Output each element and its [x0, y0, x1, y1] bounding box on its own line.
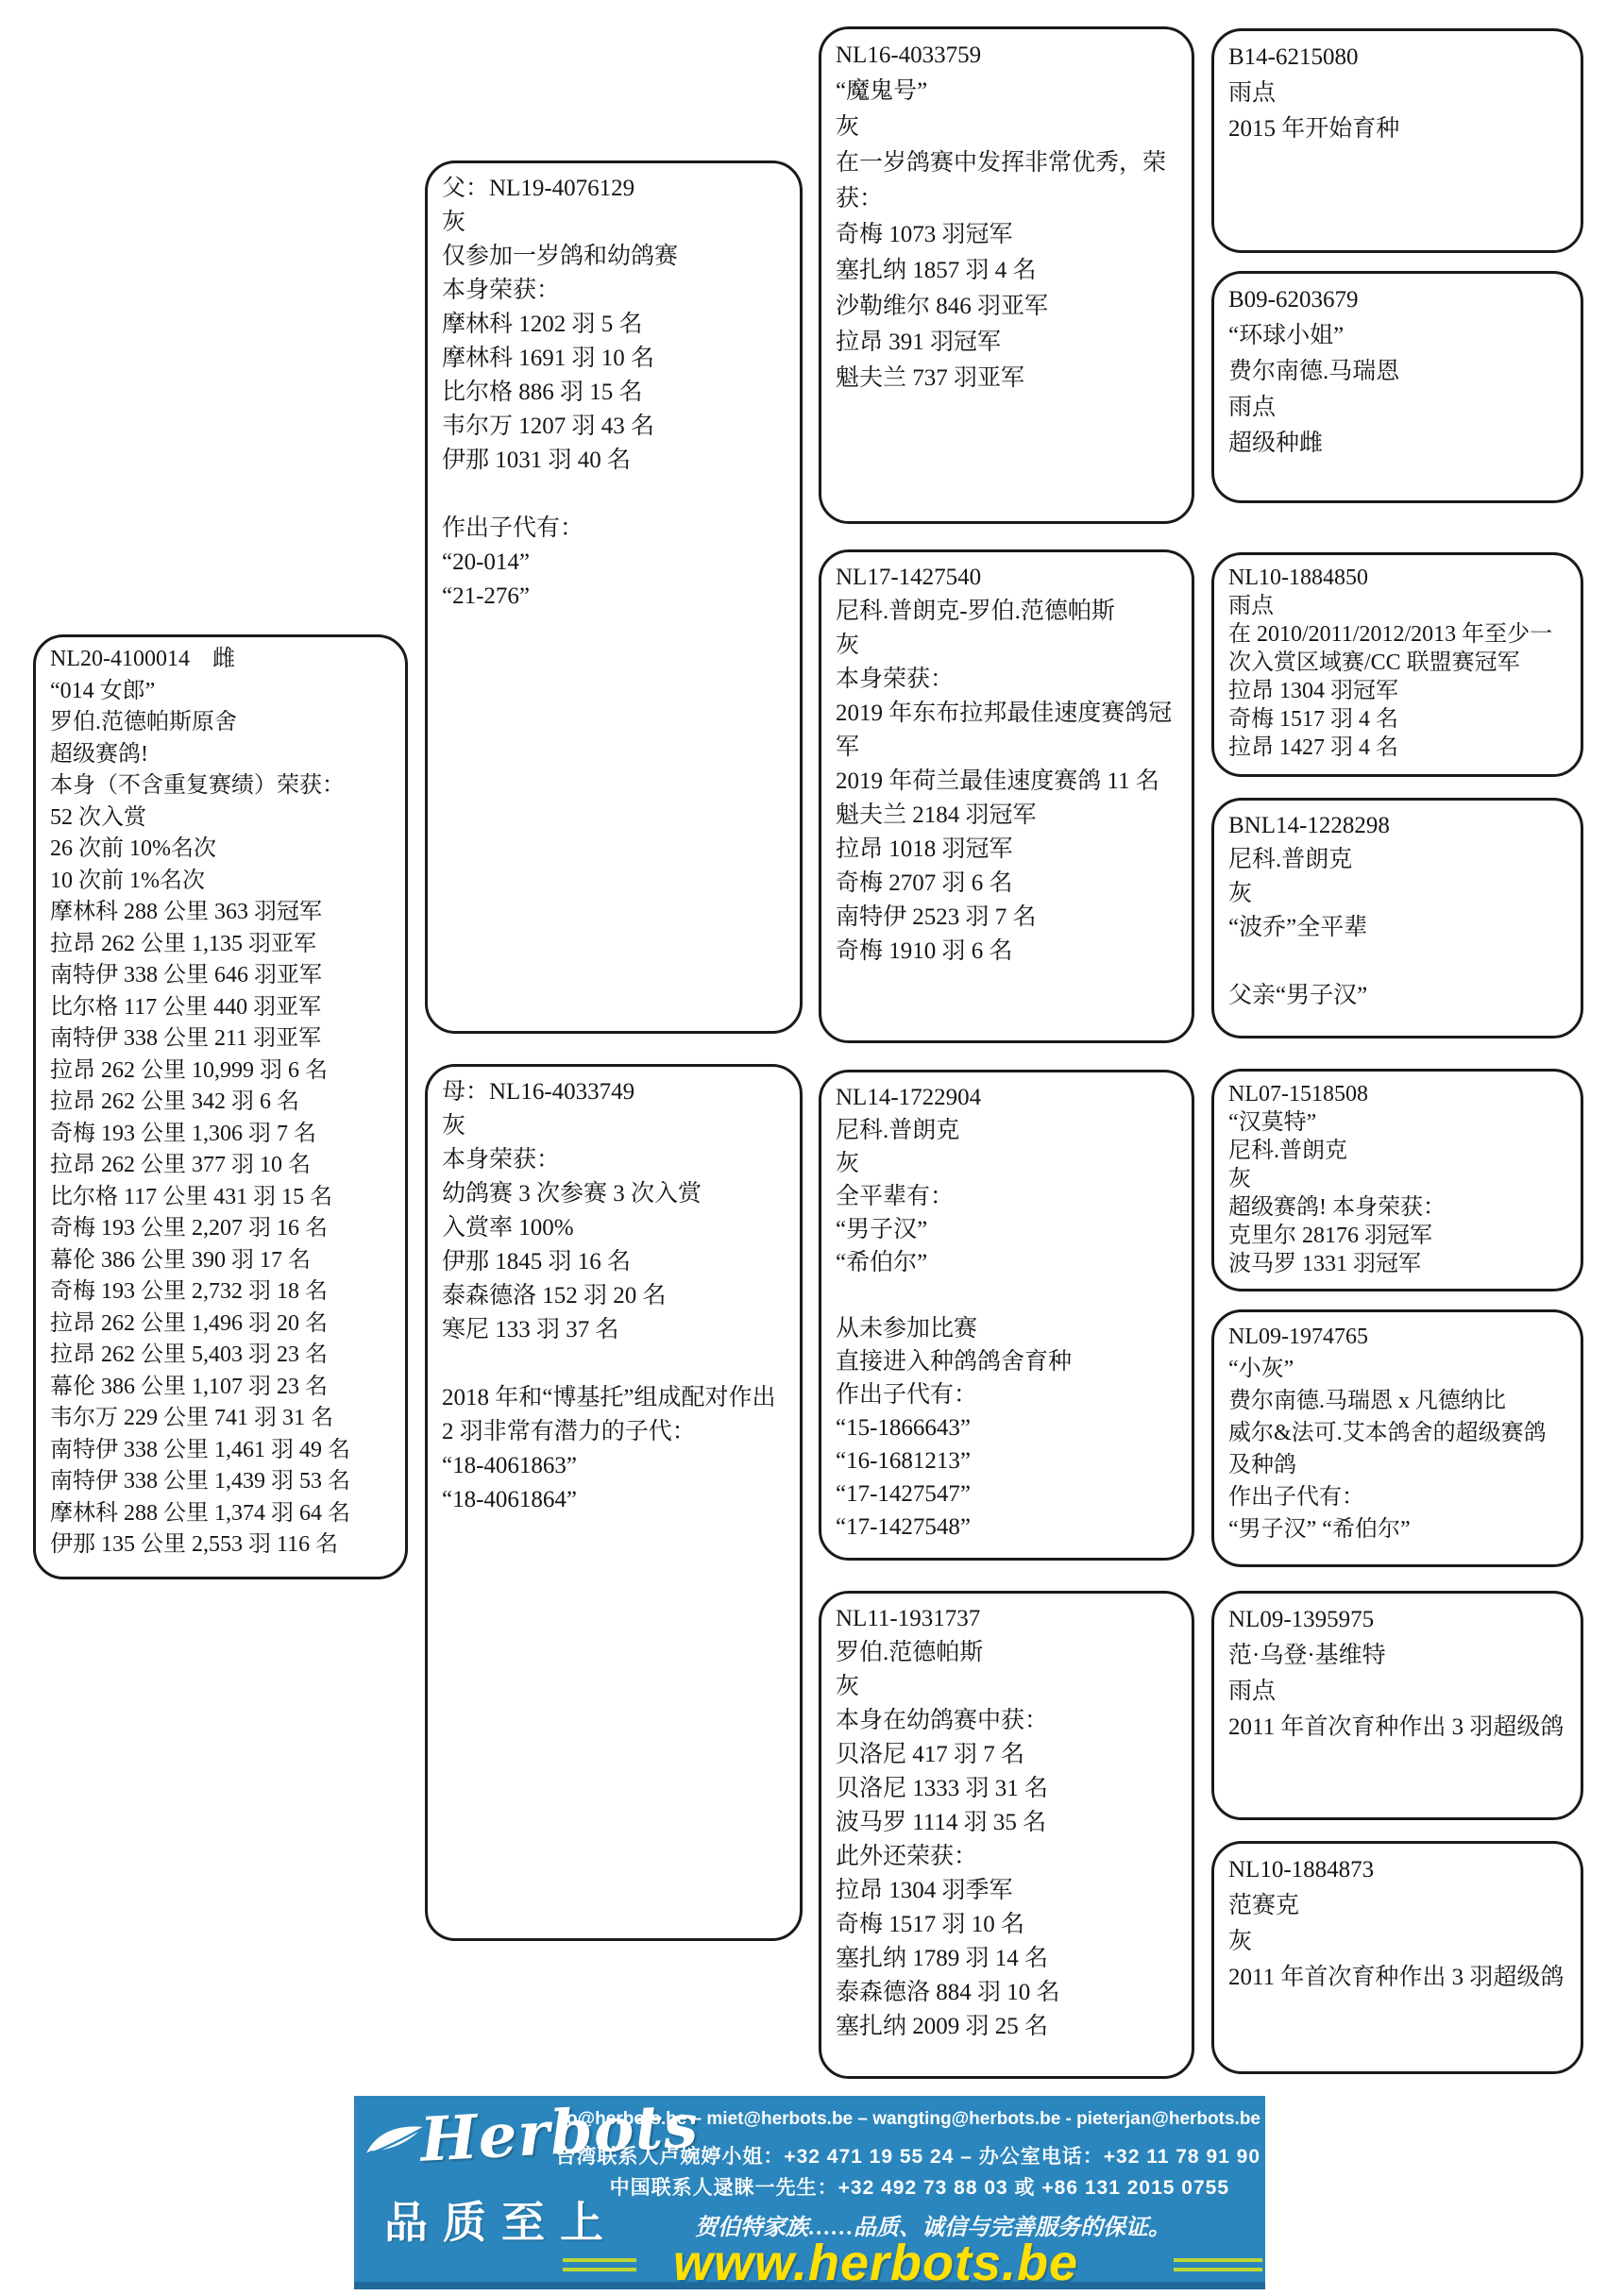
grandparent-box-1	[819, 26, 1194, 524]
text-line: 直接进入种鸽鸽舍育种	[836, 1349, 1073, 1375]
logo-subtitle: 品质至上	[384, 2199, 618, 2247]
great-grandparent-box-8	[1211, 1841, 1583, 2074]
text-line: “小灰”	[1228, 1357, 1294, 1381]
great-grandparent-box-4	[1211, 798, 1583, 1038]
text-line: 比尔格 886 羽 15 名	[442, 380, 643, 405]
text-line: 摩林科 288 公里 1,374 羽 64 名	[50, 1500, 350, 1526]
text-line: 10 次前 1%名次	[50, 868, 205, 893]
text-line: 雨点	[1228, 80, 1277, 106]
text-line: 仅参加一岁鸽和幼鸽赛	[442, 244, 679, 269]
text-line: 奇梅 1517 羽 10 名	[836, 1912, 1025, 1937]
text-line: 父：NL19-4076129	[442, 176, 635, 201]
text-line: 费尔南德.马瑞恩	[1228, 359, 1400, 384]
text-line	[836, 1279, 1177, 1312]
text-line: NL16-4033759	[836, 42, 982, 68]
text-line: 摩林科 1691 羽 10 名	[442, 346, 655, 371]
text-line: 伊那 1845 羽 16 名	[442, 1249, 632, 1275]
footer-banner	[354, 2090, 1265, 2291]
text-line: 魁夫兰 737 羽亚军	[836, 365, 1025, 391]
text-line: 拉昂 1304 羽冠军	[1228, 679, 1398, 703]
text-line: 此外还荣获：	[836, 1844, 978, 1869]
grandparent-box-2	[819, 549, 1194, 1043]
text-line: 2 羽非常有潜力的子代：	[442, 1419, 696, 1444]
text-line: BNL14-1228298	[1228, 813, 1390, 838]
text-line: 比尔格 117 公里 431 羽 15 名	[50, 1184, 333, 1209]
grandparent-box-3	[819, 1070, 1194, 1561]
text-line: 伊那 135 公里 2,553 羽 116 名	[50, 1532, 339, 1557]
text-line: 尼科.普朗克-罗伯.范德帕斯	[836, 599, 1115, 624]
text-line: 罗伯.范德帕斯原舍	[50, 710, 237, 734]
text-line: 寒尼 133 羽 37 名	[442, 1317, 619, 1342]
text-line: 泰森德洛 884 羽 10 名	[836, 1980, 1060, 2005]
text-line: NL09-1395975	[1228, 1607, 1375, 1632]
text-line: 韦尔万 1207 羽 43 名	[442, 414, 655, 439]
text-line: “21-276”	[442, 583, 531, 609]
text-line: “15-1866643”	[836, 1415, 972, 1441]
text-line: 军	[836, 734, 860, 760]
text-line: 尼科.普朗克	[836, 1118, 960, 1143]
text-line: NL20-4100014 雌	[50, 647, 235, 671]
text-line: “男子汉”	[836, 1217, 928, 1242]
text-line: 摩林科 288 公里 363 羽冠军	[50, 900, 322, 924]
text-line: 本身（不含重复赛绩）荣获：	[50, 773, 345, 798]
text-line: 威尔&法可.艾本鸽舍的超级赛鸽	[1228, 1421, 1547, 1445]
text-line: 雨点	[1228, 594, 1274, 618]
text-line: 贝洛尼 417 羽 7 名	[836, 1742, 1025, 1767]
great-grandparent-box-1	[1211, 28, 1583, 253]
text-line: “波乔”全平辈	[1228, 915, 1368, 940]
text-line: 尼科.普朗克	[1228, 847, 1353, 872]
great-grandparent-box-7	[1211, 1591, 1583, 1820]
text-line: 幕伦 386 公里 390 羽 17 名	[50, 1247, 311, 1273]
text-line: 2019 年荷兰最佳速度赛鸽 11 名	[836, 768, 1159, 794]
text-line: 拉昂 262 公里 1,496 羽 20 名	[50, 1310, 328, 1336]
grandparent-box-4	[819, 1591, 1194, 2079]
text-line: 雨点	[1228, 1679, 1277, 1704]
text-line: “18-4061864”	[442, 1487, 578, 1512]
text-line	[442, 478, 786, 512]
text-line: 本身荣获：	[442, 278, 561, 303]
text-line: 2015 年开始育种	[1228, 116, 1400, 142]
text-line: 奇梅 1517 羽 4 名	[1228, 707, 1398, 732]
text-line: B14-6215080	[1228, 44, 1359, 70]
text-line: 2011 年首次育种作出 3 羽超级鸽	[1228, 1965, 1565, 1990]
father-box	[425, 160, 803, 1034]
great-grandparent-box-6	[1211, 1309, 1583, 1567]
text-line: 奇梅 193 公里 1,306 羽 7 名	[50, 1121, 316, 1146]
logo-wordmark: Herbots	[418, 2090, 701, 2176]
mother-box	[425, 1064, 803, 1941]
text-line: 灰	[836, 1674, 860, 1699]
text-line: 灰	[442, 210, 466, 235]
text-line: 沙勒维尔 846 羽亚军	[836, 294, 1049, 319]
text-line: B09-6203679	[1228, 287, 1359, 312]
text-line: NL14-1722904	[836, 1085, 982, 1110]
china-contact-line: 中国联系人逯睐一先生：+32 492 73 88 03 或 +86 131 2015 0755	[609, 2177, 1229, 2199]
text-line: 拉昂 391 羽冠军	[836, 329, 1002, 355]
text-line: 伊那 1031 羽 40 名	[442, 447, 632, 473]
family-slogan: 贺伯特家族……品质、诚信与完善服务的保证。	[695, 2216, 1171, 2240]
text-line: 奇梅 1073 羽冠军	[836, 222, 1013, 247]
text-line: NL10-1884873	[1228, 1857, 1375, 1882]
text-line: “汉莫特”	[1228, 1110, 1317, 1135]
text-line: 灰	[442, 1113, 466, 1139]
great-grandparent-box-3	[1211, 552, 1583, 777]
text-line: NL07-1518508	[1228, 1082, 1368, 1106]
text-line: 拉昂 262 公里 377 羽 10 名	[50, 1153, 311, 1177]
text-line: “014 女郎”	[50, 678, 156, 703]
text-line: 南特伊 338 公里 646 羽亚军	[50, 963, 322, 988]
text-line: NL09-1974765	[1228, 1325, 1368, 1349]
text-line: 奇梅 1910 羽 6 名	[836, 938, 1013, 964]
text-line: 南特伊 338 公里 1,461 羽 49 名	[50, 1437, 350, 1462]
text-line: 超级赛鸽! 本身荣获：	[1228, 1195, 1446, 1220]
text-line: 作出子代有：	[442, 515, 584, 541]
text-line: “17-1427548”	[836, 1514, 972, 1540]
text-line: 南特伊 338 公里 1,439 羽 53 名	[50, 1469, 350, 1494]
text-line: 及种鸽	[1228, 1453, 1296, 1477]
text-line: “环球小姐”	[1228, 323, 1345, 348]
text-line: 贝洛尼 1333 羽 31 名	[836, 1776, 1049, 1801]
text-line: 波马罗 1114 羽 35 名	[836, 1810, 1047, 1835]
text-line: 从未参加比赛	[836, 1316, 978, 1342]
text-line: “18-4061863”	[442, 1453, 578, 1478]
text-line: 泰森德洛 152 羽 20 名	[442, 1283, 667, 1308]
text-line: 拉昂 1304 羽季军	[836, 1878, 1013, 1903]
text-line: 幼鸽赛 3 次参赛 3 次入赏	[442, 1181, 702, 1207]
great-grandparent-box-5	[1211, 1069, 1583, 1292]
text-line: 奇梅 2707 羽 6 名	[836, 870, 1013, 896]
text-line	[442, 1347, 786, 1381]
text-line: 2019 年东布拉邦最佳速度赛鸽冠	[836, 701, 1173, 726]
text-line: 本身荣获：	[836, 667, 955, 692]
text-line: 灰	[1228, 1167, 1251, 1191]
text-line: 罗伯.范德帕斯	[836, 1640, 984, 1665]
text-line: 奇梅 193 公里 2,207 羽 16 名	[50, 1216, 328, 1241]
taiwan-contact-line: 台湾联系人卢婉婷小姐：+32 471 19 55 24 – 办公室电话：+32 11 78 91 90	[555, 2146, 1260, 2168]
text-line: 幕伦 386 公里 1,107 羽 23 名	[50, 1374, 328, 1399]
text-line: 次入赏区域赛/CC 联盟赛冠军	[1228, 650, 1520, 675]
text-line: 26 次前 10%名次	[50, 836, 216, 861]
text-line: 南特伊 2523 羽 7 名	[836, 904, 1037, 930]
text-line: 灰	[1228, 1929, 1253, 1954]
text-line: 塞扎纳 1857 羽 4 名	[836, 258, 1037, 283]
text-line: “希伯尔”	[836, 1250, 928, 1275]
text-line: 母：NL16-4033749	[442, 1079, 635, 1105]
text-line: 2018 年和“博基托”组成配对作出	[442, 1385, 776, 1410]
text-line: NL17-1427540	[836, 565, 982, 590]
text-line: 克里尔 28176 羽冠军	[1228, 1224, 1432, 1248]
text-line: 雨点	[1228, 395, 1277, 420]
feather-icon	[362, 2120, 428, 2164]
text-line: 费尔南德.马瑞恩 x 凡德纳比	[1228, 1389, 1506, 1413]
text-line: “魔鬼号”	[836, 78, 928, 104]
text-line: 拉昂 262 公里 5,403 羽 23 名	[50, 1342, 328, 1367]
subject-bird-box	[33, 634, 408, 1579]
text-line: 超级种雌	[1228, 430, 1324, 456]
text-line	[1228, 945, 1566, 979]
text-line: 灰	[836, 114, 860, 140]
text-line: 在一岁鸽赛中发挥非常优秀，荣	[836, 150, 1167, 176]
text-line: 魁夫兰 2184 羽冠军	[836, 802, 1037, 828]
text-line: NL10-1884850	[1228, 566, 1368, 590]
email-contacts-line: jo@herbots.be – miet@herbots.be – wangting@herbots.be - pieterjan@herbots.be	[561, 2109, 1260, 2129]
text-line: 作出子代有：	[1228, 1485, 1364, 1510]
text-line: “20-014”	[442, 549, 531, 575]
text-line: 奇梅 193 公里 2,732 羽 18 名	[50, 1279, 328, 1304]
text-line: “16-1681213”	[836, 1448, 972, 1474]
decorative-double-line-right	[1174, 2258, 1262, 2271]
text-line: 灰	[836, 1151, 860, 1176]
great-grandparent-box-2	[1211, 271, 1583, 503]
text-line: 尼科.普朗克	[1228, 1139, 1347, 1163]
text-line: “男子汉” “希伯尔”	[1228, 1517, 1411, 1542]
text-line: 本身荣获：	[442, 1147, 561, 1173]
text-line: 塞扎纳 1789 羽 14 名	[836, 1946, 1049, 1971]
text-line: NL11-1931737	[836, 1606, 981, 1631]
text-line: 全平辈有：	[836, 1184, 955, 1209]
text-line: 入赏率 100%	[442, 1215, 574, 1241]
text-line: 父亲“男子汉”	[1228, 983, 1368, 1008]
text-line: 范·乌登·基维特	[1228, 1643, 1386, 1668]
text-line: 拉昂 262 公里 342 羽 6 名	[50, 1089, 299, 1114]
text-line: 南特伊 338 公里 211 羽亚军	[50, 1026, 322, 1051]
text-line: 摩林科 1202 羽 5 名	[442, 312, 643, 337]
text-line: 52 次入赏	[50, 804, 146, 830]
text-line: 拉昂 262 公里 10,999 羽 6 名	[50, 1057, 328, 1083]
text-line: 作出子代有：	[836, 1382, 978, 1408]
text-line: 范赛克	[1228, 1893, 1300, 1918]
text-line: 拉昂 262 公里 1,135 羽亚军	[50, 931, 316, 956]
text-line: 波马罗 1331 羽冠军	[1228, 1252, 1421, 1276]
text-line: 在 2010/2011/2012/2013 年至少一	[1228, 622, 1553, 647]
text-line: “17-1427547”	[836, 1481, 972, 1507]
text-line: 灰	[836, 633, 860, 658]
website-url: www.herbots.be	[673, 2235, 1079, 2291]
text-line: 比尔格 117 公里 440 羽亚军	[50, 994, 322, 1020]
text-line: 拉昂 1427 羽 4 名	[1228, 735, 1398, 760]
text-line: 超级赛鸽!	[50, 741, 148, 767]
text-line: 塞扎纳 2009 羽 25 名	[836, 2014, 1049, 2039]
text-line: 获：	[836, 186, 884, 211]
decorative-double-line-left	[563, 2258, 636, 2271]
text-line: 灰	[1228, 881, 1253, 906]
text-line: 本身在幼鸽赛中获：	[836, 1708, 1049, 1733]
text-line: 2011 年首次育种作出 3 羽超级鸽	[1228, 1714, 1565, 1740]
text-line: 韦尔万 229 公里 741 羽 31 名	[50, 1406, 333, 1430]
text-line: 拉昂 1018 羽冠军	[836, 836, 1013, 862]
